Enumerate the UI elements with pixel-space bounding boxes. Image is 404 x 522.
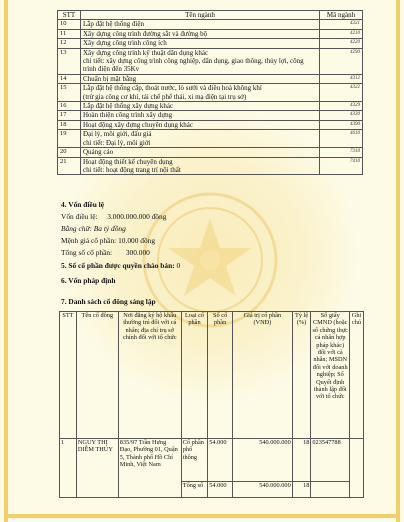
row-code: 4312 [320, 74, 363, 83]
row-stt: 16 [58, 102, 81, 111]
row-stt: 13 [58, 48, 81, 74]
total-shares: 54.000 [208, 482, 233, 498]
par-value-line [61, 236, 155, 245]
table-row [58, 148, 363, 157]
row-name-text: Hoàn thiện công trình xây dựng [83, 111, 173, 120]
total-shares-value: 300.000 [125, 248, 150, 257]
offerable-shares-line [61, 261, 180, 270]
row-code: 4220 [320, 39, 363, 48]
header-stt: STT [58, 11, 81, 20]
row-detail-text: chi tiết: hoạt động trang trí nội thất [83, 165, 181, 174]
row-stt: 17 [58, 111, 81, 120]
header-address: Nơi đăng ký hộ khẩu thường trú đối với cá nhân; địa chỉ trụ sở chính đối với tổ chức [118, 312, 181, 439]
table-row [58, 20, 363, 29]
row-name-text: Lắp đặt hệ thống điện [83, 20, 145, 29]
row-name [81, 39, 320, 48]
row-stt: 10 [58, 20, 81, 29]
par-value: 10.000 đồng [118, 236, 156, 245]
row-name [81, 130, 320, 148]
row-stt: 15 [58, 84, 81, 102]
table-row [58, 48, 363, 74]
row-stt: 14 [58, 74, 81, 83]
row-share-value: 540.000.000 [233, 439, 293, 482]
row-detail-text: (trừ gia công cơ khí, tái chế phế thải, xi mạ điện tại trụ sở) [83, 92, 247, 101]
table-header-row [60, 312, 364, 439]
capital-value: 3.000.000.000 đồng [107, 212, 167, 221]
capital-line [61, 212, 166, 221]
section5-value: 0 [176, 261, 181, 270]
table-row [58, 120, 363, 129]
header-share-type: Loại cổ phần [181, 312, 208, 439]
row-stt: 21 [58, 157, 81, 175]
row-code: 4390 [320, 120, 363, 129]
row-name-text: Xây dựng công trình đường sắt và đường bộ [83, 29, 208, 38]
row-name-text: Chuẩn bị mặt bằng [83, 74, 137, 83]
total-id-blank [311, 482, 350, 498]
row-code: 7310 [320, 148, 363, 157]
total-label: Tổng số [181, 482, 208, 498]
row-name-text: Lắp đặt hệ thống xây dựng khác [83, 102, 174, 111]
capital-heading: 4. Vốn điều lệ [61, 200, 104, 209]
table-row [58, 74, 363, 83]
section6-heading: 6. Vốn pháp định [61, 276, 116, 285]
row-shares: 54.000 [208, 439, 233, 482]
table-row [58, 157, 363, 175]
header-note: Ghi chú [350, 312, 364, 439]
header-shareholder-name: Tên cổ đông [76, 312, 118, 439]
row-name [81, 148, 320, 157]
row-stt: 19 [58, 130, 81, 148]
table-row [60, 439, 364, 482]
row-name-text: Quảng cáo [83, 148, 114, 157]
row-name [81, 120, 320, 129]
row-name-text: Đại lý, môi giới, đấu giá [83, 130, 152, 139]
row-code: 4290 [320, 48, 363, 74]
table-row [58, 111, 363, 120]
row-name-text: Hoạt động xây dựng chuyên dụng khác [83, 120, 193, 129]
row-code: 4329 [320, 102, 363, 111]
total-share-value: 540.000.000 [233, 482, 293, 498]
table-header-row [58, 11, 363, 20]
total-shares-label: Tổng số cổ phần: [61, 248, 113, 257]
row-name-text: Hoạt động thiết kế chuyên dụng [83, 157, 173, 166]
row-stt: 12 [58, 39, 81, 48]
row-name-text: Xây dựng công trình kỹ thuật dân dụng khác [83, 48, 209, 57]
row-code: 4610 [320, 130, 363, 148]
page-border-left [4, 0, 8, 522]
header-ratio: Tỷ lệ (%) [292, 312, 311, 439]
page-border-bottom [4, 514, 400, 518]
header-shares: Số cổ phần [208, 312, 233, 439]
row-code: 4322 [320, 84, 363, 102]
capital-label: Vốn điều lệ: [61, 212, 98, 221]
row-shareholder-name: NGUY THỊ DIỄM THÚY [76, 439, 118, 498]
row-name [81, 84, 320, 102]
row-code: 4321 [320, 20, 363, 29]
row-detail-text: chi tiết: xây dựng công trình công nghiệp, dân dụng, giao thông, thủy lợi, công trình điện đến 35Kv [83, 57, 304, 74]
row-detail-text: chi tiết: Đại lý, môi giới [83, 138, 151, 147]
row-code: 4330 [320, 111, 363, 120]
header-stt: STT [60, 312, 77, 439]
page-border-right [396, 0, 400, 522]
section5-heading: 5. Số cổ phần được quyền chào bán: [61, 261, 175, 270]
table-row [58, 39, 363, 48]
row-name [81, 157, 320, 175]
row-code: 4210 [320, 29, 363, 38]
header-id-number: Số giấy CMND (hoặc số chứng thực cá nhân hợp pháp khác) đối với cá nhân; MSDN đối với doanh nghiệp; Số Quyết định thành lập đối với tổ chức [311, 312, 350, 439]
row-ratio: 18 [292, 439, 311, 482]
total-ratio: 18 [292, 482, 311, 498]
row-name [81, 102, 320, 111]
table-row [58, 130, 363, 148]
total-shares-line [61, 248, 150, 257]
row-name-text: Xây dựng công trình công ích [83, 39, 167, 48]
header-code: Mã ngành [320, 11, 363, 20]
row-name [81, 111, 320, 120]
table-row [58, 102, 363, 111]
capital-in-words: Bằng chữ: Ba tỷ đồng [61, 224, 126, 233]
header-name: Tên ngành [81, 11, 320, 20]
row-name [81, 74, 320, 83]
section7-heading: 7. Danh sách cổ đông sáng lập [61, 297, 156, 306]
row-name [81, 48, 320, 74]
row-stt: 1 [60, 439, 77, 498]
row-address: 835/97 Trần Hưng Đạo, Phường 01, Quận 5, Thành phố Hồ Chí Minh, Việt Nam [118, 439, 181, 498]
business-lines-table [57, 10, 363, 175]
row-stt: 20 [58, 148, 81, 157]
header-share-value: Giá trị cổ phần (VNĐ) [233, 312, 293, 439]
row-id-number: 023547788 [311, 439, 350, 482]
row-stt: 18 [58, 120, 81, 129]
table-row [58, 84, 363, 102]
row-name [81, 29, 320, 38]
row-code: 7410 [320, 157, 363, 175]
national-emblem-watermark [140, 190, 280, 330]
row-share-type: Cổ phần phổ thông [181, 439, 208, 482]
founding-shareholders-table [59, 311, 364, 498]
par-label: Mệnh giá cổ phần: [61, 236, 117, 245]
row-name [81, 20, 320, 29]
table-row [58, 29, 363, 38]
row-stt: 11 [58, 29, 81, 38]
row-note [350, 439, 364, 498]
row-name-text: Lắp đặt hệ thống cấp, thoát nước, lò sưởi và điều hoà không khí [83, 84, 262, 93]
